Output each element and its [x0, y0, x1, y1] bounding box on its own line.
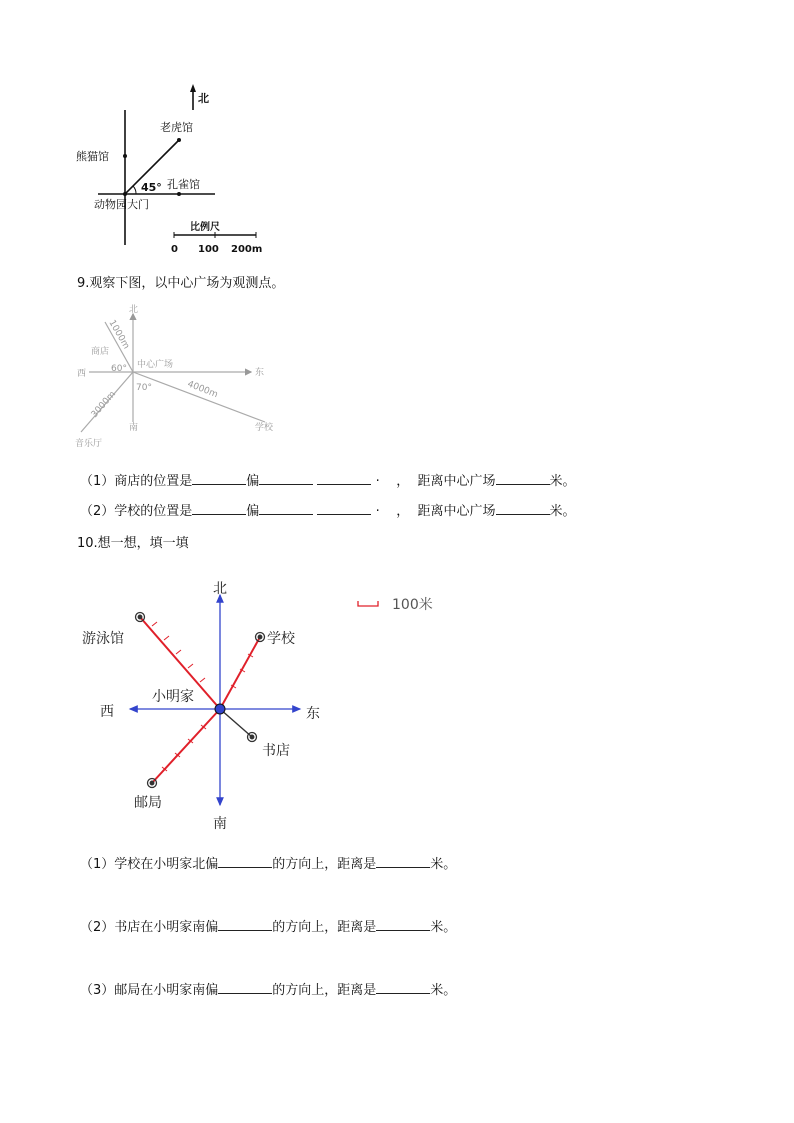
scale-tick-200: 200m — [231, 244, 263, 255]
q10-school-line — [220, 637, 260, 709]
q9-a70-label: 70° — [136, 383, 152, 393]
scale-tick-100: 100 — [198, 244, 219, 255]
q10-west-label: 西 — [100, 704, 114, 720]
q9-l1-blank-c[interactable] — [317, 472, 371, 485]
q9-shop-label: 商店 — [91, 347, 110, 357]
q9-l1-p1: 偏 — [246, 474, 260, 489]
q9-d-music-label: 3000m — [89, 389, 119, 420]
q10-home-label: 小明家 — [152, 689, 194, 705]
q10-north-label: 北 — [213, 581, 227, 597]
tiger-label: 老虎馆 — [160, 121, 193, 134]
q9-d-school-label: 4000m — [185, 379, 220, 401]
q9-d-shop-label: 1000m — [106, 318, 131, 351]
q10-l1-blank-b[interactable] — [376, 855, 430, 868]
q9-line-1 — [80, 470, 576, 489]
tiger-point — [177, 138, 181, 142]
scale-tick-0: 0 — [171, 244, 178, 255]
q9-l1-pre: （1）商店的位置是 — [80, 474, 193, 489]
q10-figure — [70, 575, 450, 835]
q10-l3-mid: 的方向上，距离是 — [272, 983, 377, 998]
q10-title: 10.想一想，填一填 — [77, 536, 189, 551]
q9-a60-label: 60° — [111, 364, 127, 374]
q10-bookstore-line — [220, 709, 252, 737]
q9-l2-blank-d[interactable] — [496, 502, 550, 515]
q9-l2-dot: · — [375, 504, 380, 519]
q9-l2-blank-c[interactable] — [317, 502, 371, 515]
q10-east-label: 东 — [306, 706, 320, 722]
q10-scale-mark — [358, 601, 378, 606]
q10-line-2 — [80, 916, 456, 935]
q10-l3-blank-b[interactable] — [376, 981, 430, 994]
q10-bookstore-label: 书店 — [262, 743, 290, 759]
q9-south-label: 南 — [129, 423, 139, 433]
scale-title: 比例尺 — [190, 222, 220, 233]
q9-west-label: 西 — [77, 369, 87, 379]
q9-l2-p1: 偏 — [246, 504, 260, 519]
q10-l1-pre: （1）学校在小明家北偏 — [80, 857, 219, 872]
panda-label: 熊猫馆 — [76, 150, 109, 163]
q9-school-line — [133, 372, 265, 422]
q9-l2-mid: 距离中心广场 — [417, 504, 496, 519]
q9-l2-blank-a[interactable] — [192, 502, 246, 515]
q9-music-label: 音乐厅 — [75, 439, 103, 449]
q9-l2-blank-b[interactable] — [259, 502, 313, 515]
q10-scale-label: 100米 — [392, 597, 433, 613]
q10-l2-blank-a[interactable] — [218, 918, 272, 931]
q10-pool-label: 游泳馆 — [82, 631, 124, 647]
q9-l2-pre: （2）学校的位置是 — [80, 504, 193, 519]
gate-point — [123, 192, 127, 196]
q9-l1-blank-b[interactable] — [259, 472, 313, 485]
q9-line-2 — [80, 500, 576, 519]
peacock-label: 孔雀馆 — [167, 178, 200, 191]
q10-line-3 — [80, 979, 456, 998]
q10-l2-mid: 的方向上，距离是 — [272, 920, 377, 935]
q9-l2-end: 米。 — [549, 504, 576, 519]
q10-l1-end: 米。 — [430, 857, 457, 872]
q9-school-label: 学校 — [255, 423, 274, 433]
north-arrow-head — [190, 84, 196, 92]
q9-l1-dot: · — [375, 474, 380, 489]
q9-l1-blank-d[interactable] — [496, 472, 550, 485]
q9-title: 9.观察下图，以中心广场为观测点。 — [77, 276, 285, 291]
q10-l3-end: 米。 — [430, 983, 457, 998]
q9-center-label: 中心广场 — [137, 360, 174, 370]
q10-post-line — [152, 709, 220, 783]
q10-l3-pre: （3）邮局在小明家南偏 — [80, 983, 219, 998]
q10-school-label: 学校 — [267, 631, 295, 647]
q9-l1-comma: ， — [396, 474, 410, 489]
angle-label: 45° — [141, 181, 162, 194]
q10-l1-mid: 的方向上，距离是 — [272, 857, 377, 872]
q9-l1-end: 米。 — [549, 474, 576, 489]
q10-home-point — [215, 704, 225, 714]
panda-point — [123, 154, 127, 158]
q10-south-label: 南 — [213, 816, 227, 832]
q9-l1-blank-a[interactable] — [192, 472, 246, 485]
q10-l2-blank-b[interactable] — [376, 918, 430, 931]
q9-l1-mid: 距离中心广场 — [417, 474, 496, 489]
q10-l3-blank-a[interactable] — [218, 981, 272, 994]
q10-post-label: 邮局 — [134, 795, 162, 811]
peacock-point — [177, 192, 181, 196]
q9-l2-comma: ， — [396, 504, 410, 519]
q9-east-label: 东 — [255, 368, 265, 378]
gate-label: 动物园大门 — [94, 198, 149, 211]
zoo-map-figure — [70, 80, 270, 260]
angle-arc — [133, 186, 136, 194]
north-label: 北 — [198, 92, 209, 105]
q10-l1-blank-a[interactable] — [218, 855, 272, 868]
q10-l2-end: 米。 — [430, 920, 457, 935]
q10-line-1 — [80, 853, 456, 872]
q9-north-label: 北 — [129, 305, 139, 315]
q10-l2-pre: （2）书店在小明家南偏 — [80, 920, 219, 935]
q9-figure — [75, 300, 285, 455]
